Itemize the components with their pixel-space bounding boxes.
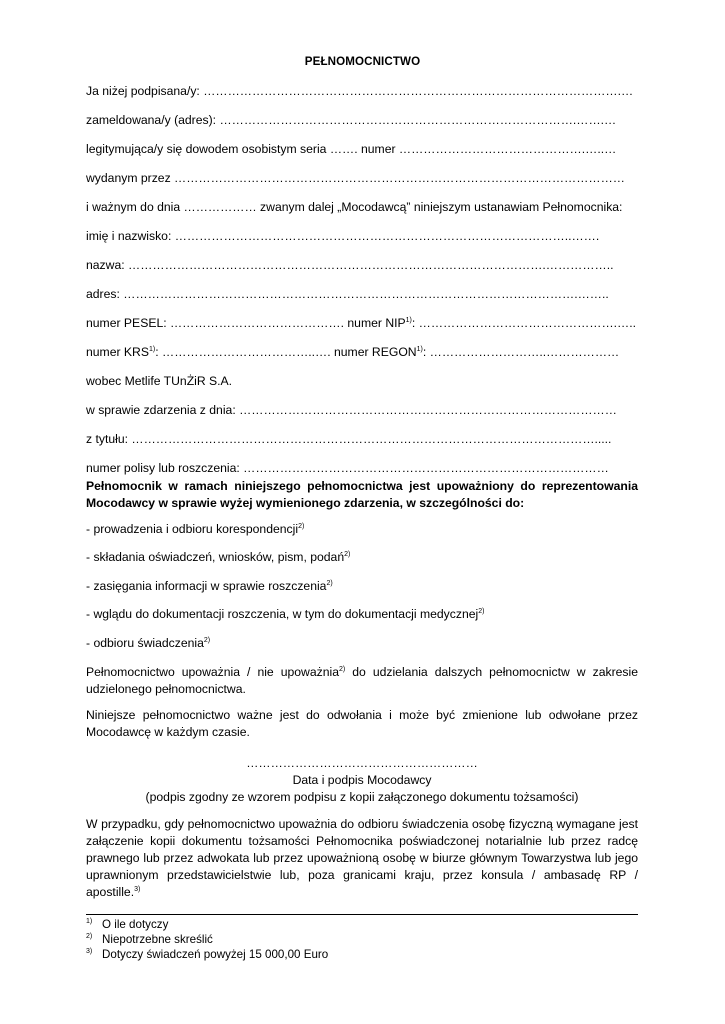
field-attorney-address: adres: ………………………………………………………………………………………………….…….. (86, 287, 609, 301)
document-title: PEŁNOMOCNICTWO (304, 55, 421, 68)
field-krs-regon-text: : ………………………………..…. numer REGON (155, 345, 417, 359)
scope-item (86, 607, 638, 622)
field-nip-dots: : ………………………………………….….. (411, 316, 637, 330)
footnote-ref: 3) (134, 886, 141, 893)
field-krs-regon (86, 345, 638, 360)
field-signatory-name: Ja niżej podpisana/y: ………………………………………………………………………………………….… (86, 84, 634, 98)
footnote-ref: 2) (339, 666, 346, 673)
footnote-ref: 1) (416, 346, 423, 353)
footnote-ref: 2) (203, 637, 211, 644)
field-event-date: w sprawie zdarzenia z dnia: ………………………………………………………………………………… (86, 403, 617, 417)
further-authority-text-a: Pełnomocnictwo upoważnia / nie upoważnia (86, 665, 339, 679)
scope-item-text: - zasięgania informacji w sprawie roszczenia (86, 579, 327, 593)
scope-item-text: - odbioru świadczenia (86, 636, 204, 650)
footnote-ref: 1) (405, 317, 412, 324)
field-attorney-company-name: nazwa: ………………………………………………………………………………………….…………….. (86, 258, 614, 272)
footnote-divider (86, 914, 638, 915)
signature-note: (podpis zgodny ze wzorem podpisu z kopii załączonego dokumentu tożsamości) (145, 790, 579, 804)
scope-item (86, 550, 638, 565)
field-regon-dots: : ………………………..……………… (422, 345, 620, 359)
footnote-ref: 2) (326, 580, 333, 587)
further-authority-paragraph (86, 664, 638, 698)
footnote-ref: 2) (298, 523, 305, 530)
field-pesel-nip-text: numer PESEL: ……………………………………. numer NIP (86, 316, 406, 330)
footnote-2: $^{2)}$ Niepotrzebne skreślić (86, 933, 213, 946)
field-title: z tytułu: ……………………………………………………………………………………………………..... (86, 432, 612, 446)
scope-item-text: - prowadzenia i odbioru korespondencji (86, 522, 299, 536)
footnote-ref: 2) (344, 551, 351, 558)
field-attorney-full-name: imię i nazwisko: ……………………………………………………………………………………..……. (86, 229, 600, 243)
signature-line: ………………………………………………… (246, 756, 478, 770)
field-id-card: legitymująca/y się dowodem osobistym seria ……. numer ……………………………………….…..… (86, 142, 617, 156)
footnote-text: O ile dotyczy (102, 918, 169, 931)
footnote-ref: 1) (149, 346, 156, 353)
authority-heading: Pełnomocnik w ramach niniejszego pełnomocnictwa jest upoważniony do reprezentowania Mocodawcy w sprawie wyżej wymienionego zdarzenia, w szczególności do: (86, 479, 638, 510)
field-policy-number: numer polisy lub roszczenia: ……………………………………………………………………………… (86, 461, 609, 475)
footnote-1: $^{1)}$ O ile dotyczy (86, 918, 169, 931)
field-krs-label: numer KRS (86, 345, 149, 359)
scope-item (86, 579, 638, 594)
validity-paragraph: Niniejsze pełnomocnictwo ważne jest do odwołania i może być zmienione lub odwołane przez Mocodawcę w każdym czasie. (86, 708, 638, 739)
field-pesel-nip (86, 316, 638, 331)
scope-item-text: - wglądu do dokumentacji roszczenia, w tym do dokumentacji medycznej (86, 607, 479, 621)
signature-label: Data i podpis Mocodawcy (292, 773, 432, 787)
footnote-text: Niepotrzebne skreślić (102, 933, 213, 946)
scope-item (86, 522, 638, 537)
field-registered-address: zameldowana/y (adres): …………………………………………………………………………….…….… (86, 113, 617, 127)
field-valid-until: i ważnym do dnia ……………… zwanym dalej „Mocodawcą” niniejszym ustanawiam Pełnomocnika: (86, 200, 623, 214)
payment-note-paragraph (86, 816, 638, 901)
footnote-3: $^{3)}$ Dotyczy świadczeń powyżej 15 000,00 Euro (86, 948, 329, 961)
field-insurer: wobec Metlife TUnŻiR S.A. (86, 374, 233, 388)
signature-block (86, 755, 638, 806)
further-authority-text-b: do udzielania dalszych pełnomocnictw w zakresie udzielonego pełnomocnictwa. (86, 665, 638, 696)
scope-item (86, 636, 638, 651)
payment-note-text: W przypadku, gdy pełnomocnictwo upoważnia do odbioru świadczenia osobę fizyczną wymagane jest załączenie kopii dokumentu tożsamości Pełnomocnika poświadczonej notarialnie lub przez radcę prawnego lub przez adwokata lub przez upoważnioną osobę w biurze głównym Towarzystwa lub jego uprawnionym przedstawicielstwie lub, poza granicami kraju, przez konsula / ambasadę RP / apostille. (86, 817, 638, 899)
field-issued-by: wydanym przez ………………………………………………………………………………………………… (86, 171, 625, 185)
scope-item-text: - składania oświadczeń, wniosków, pism, podań (86, 550, 345, 564)
footnote-text: Dotyczy świadczeń powyżej 15 000,00 Euro (102, 948, 329, 961)
footnote-ref: 2) (478, 608, 485, 615)
